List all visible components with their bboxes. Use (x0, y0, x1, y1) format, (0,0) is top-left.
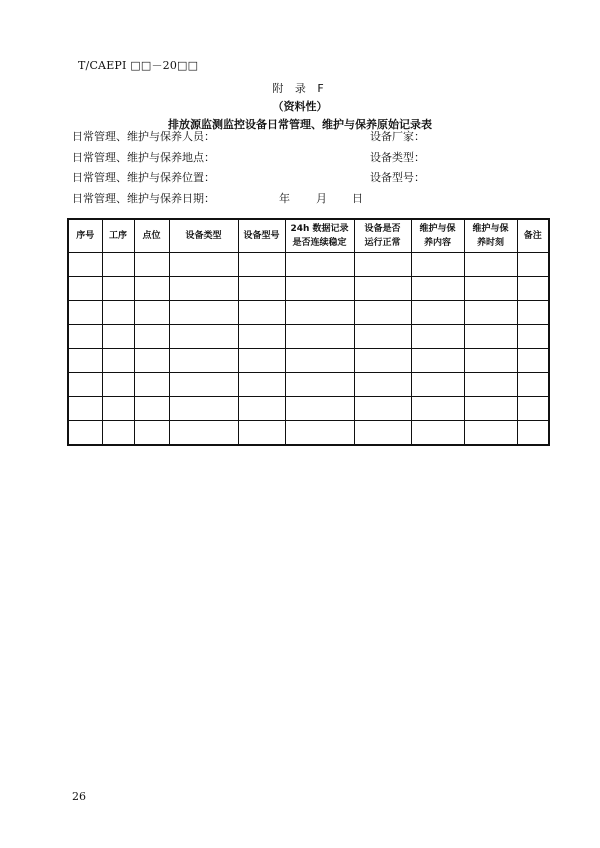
table-row (68, 373, 549, 397)
device-type-field-label: 设备类型： (370, 151, 425, 164)
table-row (68, 421, 549, 446)
table-cell[interactable] (354, 373, 411, 397)
table-cell[interactable] (464, 373, 517, 397)
column-header-line1: 点位 (142, 231, 161, 241)
table-cell[interactable] (285, 421, 354, 446)
table-row (68, 325, 549, 349)
table-cell[interactable] (134, 277, 169, 301)
table-cell[interactable] (411, 349, 464, 373)
table-cell[interactable] (134, 373, 169, 397)
date-month-label: 月 (316, 192, 327, 205)
table-cell[interactable] (238, 301, 285, 325)
table-cell[interactable] (517, 397, 549, 421)
table-cell[interactable] (238, 325, 285, 349)
table-cell[interactable] (238, 421, 285, 446)
table-cell[interactable] (517, 277, 549, 301)
column-header (411, 219, 464, 253)
table-cell[interactable] (238, 277, 285, 301)
table-cell[interactable] (169, 421, 238, 446)
column-header (517, 219, 549, 253)
table-cell[interactable] (238, 253, 285, 277)
column-header-line1: 序号 (76, 231, 95, 241)
table-cell[interactable] (102, 421, 134, 446)
column-header-line1: 备注 (523, 231, 542, 241)
location-field-label: 日常管理、维护与保养地点： (72, 151, 215, 164)
table-cell[interactable] (102, 325, 134, 349)
table-row (68, 349, 549, 373)
table-cell[interactable] (102, 397, 134, 421)
column-header (238, 219, 285, 253)
column-header-line1: 维护与保 (419, 224, 456, 234)
column-header-line1: 24h 数据记录 (290, 224, 349, 234)
column-header (354, 219, 411, 253)
table-cell[interactable] (68, 373, 102, 397)
table-cell[interactable] (134, 397, 169, 421)
table-header-row (68, 219, 549, 253)
table-cell[interactable] (68, 277, 102, 301)
table-cell[interactable] (464, 349, 517, 373)
table-cell[interactable] (68, 397, 102, 421)
appendix-nature: （资料性） (272, 100, 328, 113)
table-cell[interactable] (464, 253, 517, 277)
table-row (68, 301, 549, 325)
column-header-line1: 工序 (108, 231, 127, 241)
table-cell[interactable] (411, 397, 464, 421)
table-cell[interactable] (68, 253, 102, 277)
table-cell[interactable] (169, 253, 238, 277)
table-cell[interactable] (285, 253, 354, 277)
column-header (102, 219, 134, 253)
table-cell[interactable] (464, 301, 517, 325)
table-cell[interactable] (169, 373, 238, 397)
table-cell[interactable] (354, 397, 411, 421)
table-cell[interactable] (464, 421, 517, 446)
table-cell[interactable] (68, 325, 102, 349)
table-cell[interactable] (411, 325, 464, 349)
table-cell[interactable] (354, 349, 411, 373)
table-cell[interactable] (102, 277, 134, 301)
table-cell[interactable] (464, 397, 517, 421)
table-cell[interactable] (411, 301, 464, 325)
column-header (68, 219, 102, 253)
table-cell[interactable] (464, 277, 517, 301)
table-cell[interactable] (169, 325, 238, 349)
table-cell[interactable] (517, 301, 549, 325)
table-cell[interactable] (238, 373, 285, 397)
table-cell[interactable] (238, 397, 285, 421)
page-number: 26 (72, 790, 86, 803)
date-year-label: 年 (279, 192, 290, 205)
table-cell[interactable] (169, 397, 238, 421)
table-cell[interactable] (517, 421, 549, 446)
table-cell[interactable] (68, 349, 102, 373)
table-cell[interactable] (285, 349, 354, 373)
column-header-line1: 设备型号 (243, 231, 280, 241)
table-cell[interactable] (169, 301, 238, 325)
table-cell[interactable] (169, 277, 238, 301)
table-cell[interactable] (517, 373, 549, 397)
table-cell[interactable] (169, 349, 238, 373)
maintenance-record-table (67, 218, 550, 446)
table-cell[interactable] (134, 349, 169, 373)
personnel-field-label: 日常管理、维护与保养人员： (72, 130, 215, 143)
column-header (285, 219, 354, 253)
table-cell[interactable] (102, 253, 134, 277)
table-cell[interactable] (102, 301, 134, 325)
table-cell[interactable] (354, 301, 411, 325)
table-cell[interactable] (411, 253, 464, 277)
column-header-line1: 维护与保 (472, 224, 509, 234)
position-field-label: 日常管理、维护与保养位置： (72, 171, 215, 184)
table-cell[interactable] (285, 373, 354, 397)
manufacturer-field-label: 设备厂家： (370, 130, 425, 143)
column-header-line2: 养时刻 (476, 238, 504, 248)
column-header-line2: 养内容 (423, 238, 451, 248)
device-model-field-label: 设备型号： (370, 171, 425, 184)
table-cell[interactable] (411, 277, 464, 301)
table-row (68, 397, 549, 421)
table-row (68, 253, 549, 277)
table-cell[interactable] (102, 373, 134, 397)
column-header (134, 219, 169, 253)
standard-code: T/CAEPI □□－20□□ (78, 59, 199, 72)
table-cell[interactable] (517, 349, 549, 373)
table-row (68, 277, 549, 301)
table-cell[interactable] (517, 325, 549, 349)
date-field-label: 日常管理、维护与保养日期： (72, 192, 215, 205)
table-cell[interactable] (285, 325, 354, 349)
table-cell[interactable] (134, 253, 169, 277)
table-cell[interactable] (68, 421, 102, 446)
column-header-line1: 设备类型 (185, 231, 222, 241)
table-cell[interactable] (134, 421, 169, 446)
table-cell[interactable] (134, 301, 169, 325)
table-cell[interactable] (354, 421, 411, 446)
table-cell[interactable] (464, 325, 517, 349)
date-day-label: 日 (352, 192, 363, 205)
table-cell[interactable] (517, 253, 549, 277)
table-cell[interactable] (102, 349, 134, 373)
table-cell[interactable] (411, 421, 464, 446)
form-title: 排放源监测监控设备日常管理、维护与保养原始记录表 (168, 118, 432, 131)
appendix-heading: 附 录 F (272, 82, 328, 95)
table-cell[interactable] (285, 397, 354, 421)
column-header-line1: 设备是否 (364, 224, 401, 234)
column-header-line2: 运行正常 (364, 238, 401, 248)
table-cell[interactable] (354, 325, 411, 349)
table-cell[interactable] (68, 301, 102, 325)
column-header (169, 219, 238, 253)
column-header-line2: 是否连续稳定 (292, 238, 347, 248)
table-cell[interactable] (354, 253, 411, 277)
table-cell[interactable] (238, 349, 285, 373)
table-cell[interactable] (411, 373, 464, 397)
table-cell[interactable] (285, 301, 354, 325)
table-cell[interactable] (134, 325, 169, 349)
column-header (464, 219, 517, 253)
table-cell[interactable] (354, 277, 411, 301)
table-cell[interactable] (285, 277, 354, 301)
